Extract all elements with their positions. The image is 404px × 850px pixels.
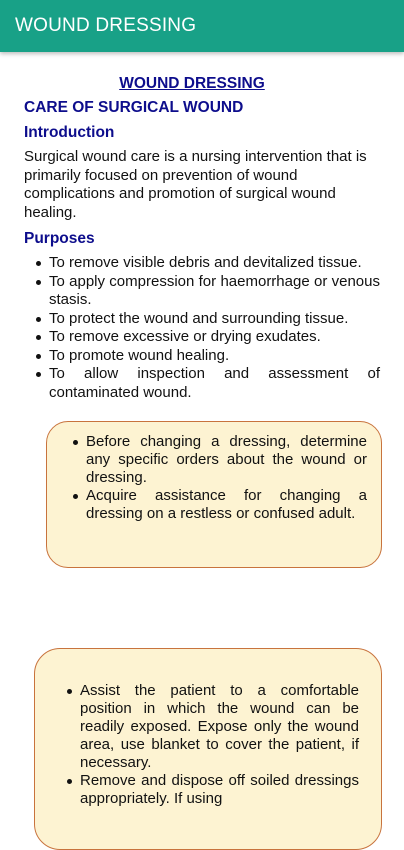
purpose-item: To remove excessive or drying exudates.: [30, 328, 380, 347]
bullet-icon: [36, 354, 41, 359]
bullet-icon: [67, 779, 72, 784]
section-heading-care: CARE OF SURGICAL WOUND: [24, 99, 244, 116]
purpose-item: To protect the wound and surrounding tissue.: [30, 310, 380, 329]
note-item: Assist the patient to a comfortable position in which the wound can be readily exposed. Expose only the wound area, use blanket to cover the patient, if necessary.: [63, 682, 359, 772]
note-card-list: [69, 433, 367, 523]
bullet-icon: [36, 372, 41, 377]
purpose-item: To remove visible debris and devitalized tissue.: [30, 254, 380, 273]
purpose-item: To allow inspection and assessment of contaminated wound.: [30, 365, 380, 402]
note-card-preparation: [46, 421, 382, 568]
note-item: Acquire assistance for changing a dressing on a restless or confused adult.: [69, 487, 367, 523]
purpose-item: To promote wound healing.: [30, 347, 380, 366]
bullet-icon: [36, 335, 41, 340]
bullet-icon: [36, 280, 41, 285]
app-bar: [0, 0, 404, 52]
section-heading-purposes: Purposes: [24, 230, 95, 247]
app-bar-title: WOUND DRESSING: [15, 15, 197, 36]
purposes-list: [30, 254, 380, 402]
note-card-list: [63, 682, 359, 808]
bullet-icon: [73, 494, 78, 499]
bullet-icon: [36, 261, 41, 266]
note-item: Remove and dispose off soiled dressings appropriately. If using: [63, 772, 359, 808]
note-card-procedure: [34, 648, 382, 850]
section-heading-introduction: Introduction: [24, 124, 115, 141]
bullet-icon: [73, 440, 78, 445]
document-title: WOUND DRESSING: [119, 75, 265, 92]
intro-paragraph: Surgical wound care is a nursing intervention that is primarily focused on prevention of wound complications and promotion of surgical wound healing.: [24, 148, 367, 221]
note-item: Before changing a dressing, determine any specific orders about the wound or dressing.: [69, 433, 367, 487]
bullet-icon: [67, 689, 72, 694]
bullet-icon: [36, 317, 41, 322]
purpose-item: To apply compression for haemorrhage or venous stasis.: [30, 273, 380, 310]
